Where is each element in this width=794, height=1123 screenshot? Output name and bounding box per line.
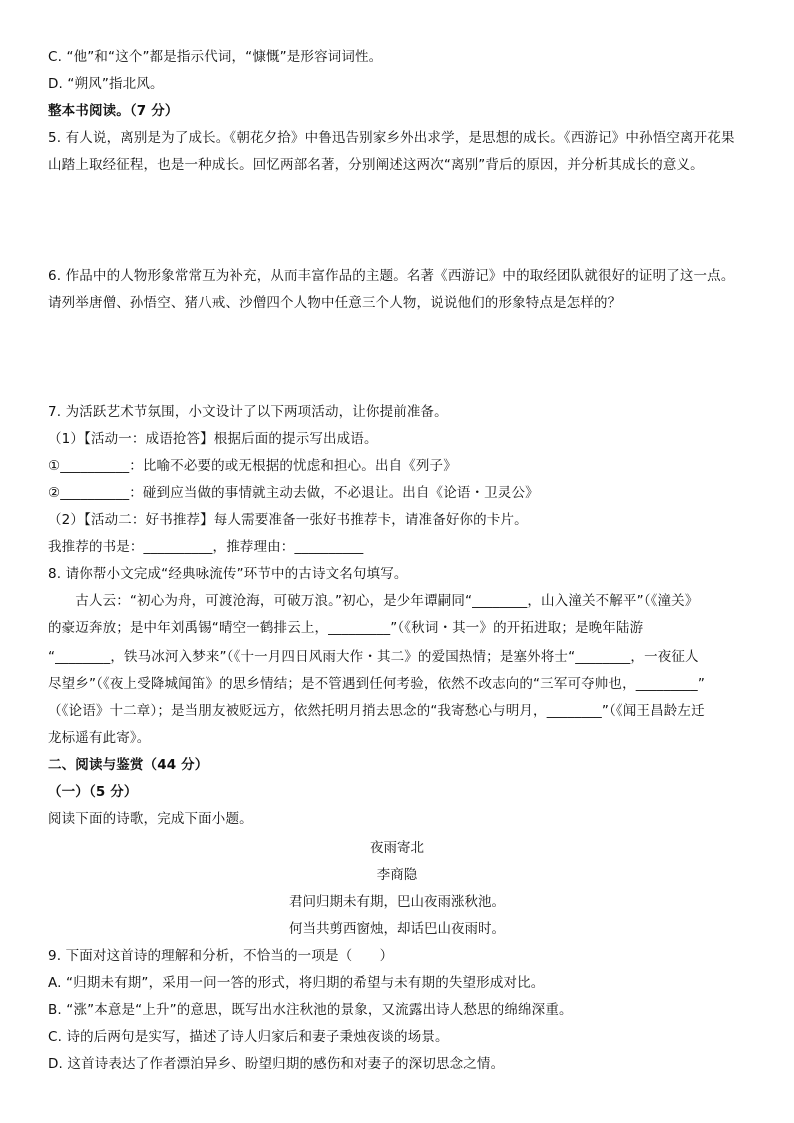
section-heading-whole-book: 整本书阅读。（7 分） [48,103,179,119]
question-8-line-1: 8. 请你帮小文完成“经典咏流传”环节中的古诗文名句填写。 [48,566,408,582]
question-7-recommend-line: 我推荐的书是：__________，推荐理由：__________ [48,539,364,555]
question-7-item-2: ②__________：碰到应当做的事情就主动去做，不必退让。出自《论语・卫灵公》 [48,485,539,501]
question-8-line-7: 龙标遥有此寄》。 [48,730,151,746]
poem-line-1: 君问归期未有期，巴山夜雨涨秋池。 [289,894,505,910]
question-6-line-1: 6. 作品中的人物形象常常互为补充，从而丰富作品的主题。名著《西游记》中的取经团队就很好的证明了这一点。 [48,268,735,284]
question-7-activity-1: （1）【活动一：成语抢答】根据后面的提示写出成语。 [48,431,378,447]
question-9-stem: 9. 下面对这首诗的理解和分析，不恰当的一项是（ ） [48,948,394,964]
reading-instruction: 阅读下面的诗歌，完成下面小题。 [48,811,253,827]
question-9-option-b: B. “涨”本意是“上升”的意思，既写出水注秋池的景象，又流露出诗人愁思的绵绵深重。 [48,1002,573,1018]
question-8-line-3: 的豪迈奔放；是中年刘禹锡“晴空一鹤排云上，_________”（《秋词・其一》的开拓进取；是晚年陆游 [48,620,644,636]
question-8-line-2: 古人云：“初心为舟，可渡沧海，可破万浪。”初心，是少年谭嗣同“________，山入潼关不解平”（《潼关》 [48,593,699,609]
question-8-line-6: （《论语》十二章）；是当朋友被贬远方，依然托明月捎去思念的“我寄愁心与明月，________”（《闻王昌龄左迁 [48,703,705,719]
question-9-option-d: D. 这首诗表达了作者漂泊异乡、盼望归期的感伤和对妻子的深切思念之情。 [48,1056,505,1072]
option-d-line: D. “朔风”指北风。 [48,76,164,92]
question-5-line-2: 山踏上取经征程，也是一种成长。回忆两部名著，分别阐述这两次“离别”背后的原因，并分析其成长的意义。 [48,157,704,173]
question-8-line-4: “________，铁马冰河入梦来”（《十一月四日风雨大作・其二》的爱国热情；是塞外将士“________，一夜征人 [48,649,699,665]
question-8-line-5: 尽望乡”（《夜上受降城闻笛》的思乡情结；是不管遇到任何考验，依然不改志向的“三军可夺帅也，_________” [48,676,705,692]
question-7-line-1: 7. 为活跃艺术节氛围，小文设计了以下两项活动，让你提前准备。 [48,404,448,420]
question-9-option-c: C. 诗的后两句是实写，描述了诗人归家后和妻子秉烛夜谈的场景。 [48,1029,449,1045]
question-9-option-a: A. “归期未有期”，采用一问一答的形式，将归期的希望与未有期的失望形成对比。 [48,975,545,991]
part-1-heading: （一）（5 分） [48,784,138,800]
poem-title: 夜雨寄北 [370,840,424,856]
question-7-item-1: ①__________：比喻不必要的或无根据的忧虑和担心。出自《列子》 [48,458,457,474]
question-5-line-1: 5. 有人说，离别是为了成长。《朝花夕拾》中鲁迅告别家乡外出求学，是思想的成长。《西游记》中孙悟空离开花果 [48,130,735,146]
poem-line-2: 何当共剪西窗烛，却话巴山夜雨时。 [289,921,505,937]
section-2-heading: 二、阅读与鉴赏（44 分） [48,757,209,773]
option-c-line: C. “他”和“这个”都是指示代词，“慷慨”是形容词词性。 [48,49,383,65]
question-7-activity-2: （2）【活动二：好书推荐】每人需要准备一张好书推荐卡，请准备好你的卡片。 [48,512,528,528]
question-6-line-2: 请列举唐僧、孙悟空、猪八戒、沙僧四个人物中任意三个人物，说说他们的形象特点是怎样的？ [48,295,622,311]
poem-author: 李商隐 [376,867,418,883]
